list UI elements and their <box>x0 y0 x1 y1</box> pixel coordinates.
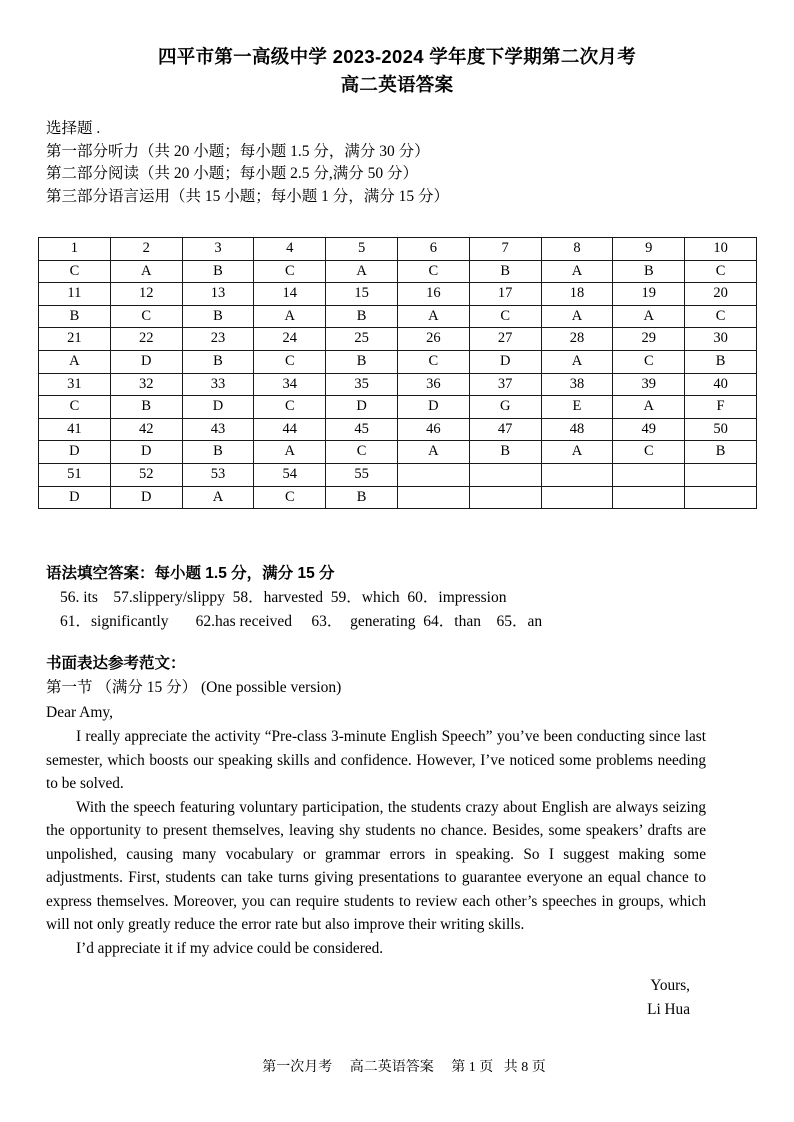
table-cell: 25 <box>326 328 398 351</box>
page-subtitle: 高二英语答案 <box>340 74 454 95</box>
table-cell: A <box>326 260 398 283</box>
table-cell <box>541 463 613 486</box>
table-cell: 38 <box>541 373 613 396</box>
table-cell: 11 <box>39 283 111 306</box>
table-cell: 42 <box>110 418 182 441</box>
table-cell: C <box>326 441 398 464</box>
table-cell: C <box>685 260 757 283</box>
table-cell: 7 <box>469 238 541 261</box>
table-row <box>39 373 757 396</box>
table-cell: D <box>110 486 182 509</box>
table-cell: 32 <box>110 373 182 396</box>
table-cell: 16 <box>397 283 469 306</box>
table-cell: 54 <box>254 463 326 486</box>
table-cell: A <box>541 260 613 283</box>
table-cell: 31 <box>39 373 111 396</box>
table-cell <box>469 463 541 486</box>
table-cell: C <box>397 350 469 373</box>
table-cell: B <box>110 396 182 419</box>
table-row <box>39 260 757 283</box>
table-cell: C <box>613 350 685 373</box>
grammar-answers-section <box>46 562 746 634</box>
table-row <box>39 396 757 419</box>
table-cell: A <box>254 441 326 464</box>
footer-gap-3 <box>493 1060 504 1075</box>
table-cell: 48 <box>541 418 613 441</box>
table-cell: 27 <box>469 328 541 351</box>
table-cell <box>397 463 469 486</box>
table-cell: D <box>110 350 182 373</box>
table-cell: A <box>613 396 685 419</box>
page-footer <box>0 1038 794 1098</box>
table-cell: 26 <box>397 328 469 351</box>
letter-signature-name: Li Hua <box>647 1000 690 1018</box>
grammar-answers-line-1: 56. its 57.slippery/slippy 58．harvested 59．which 60．impression <box>60 589 507 606</box>
table-cell: 8 <box>541 238 613 261</box>
table-row <box>39 305 757 328</box>
table-row <box>39 328 757 351</box>
footer-page-number: 第 1 页 <box>451 1060 494 1075</box>
letter-paragraph-3: I’d appreciate it if my advice could be considered. <box>76 939 384 957</box>
answer-key-table-body <box>39 238 757 509</box>
table-cell: 5 <box>326 238 398 261</box>
table-cell <box>685 486 757 509</box>
table-cell: B <box>182 260 254 283</box>
table-cell: D <box>469 350 541 373</box>
table-cell: 3 <box>182 238 254 261</box>
table-cell: 47 <box>469 418 541 441</box>
table-cell: 12 <box>110 283 182 306</box>
table-cell: 36 <box>397 373 469 396</box>
table-cell: A <box>541 305 613 328</box>
table-cell: C <box>613 441 685 464</box>
table-cell <box>397 486 469 509</box>
table-cell: B <box>326 305 398 328</box>
table-cell: B <box>326 486 398 509</box>
table-cell: 21 <box>39 328 111 351</box>
table-cell: 13 <box>182 283 254 306</box>
table-cell: B <box>182 305 254 328</box>
table-cell: 4 <box>254 238 326 261</box>
table-cell: D <box>39 486 111 509</box>
table-cell: 45 <box>326 418 398 441</box>
table-cell: B <box>182 441 254 464</box>
table-cell: 28 <box>541 328 613 351</box>
table-cell: 44 <box>254 418 326 441</box>
document-title-block <box>0 0 794 98</box>
table-row <box>39 463 757 486</box>
table-cell: 40 <box>685 373 757 396</box>
table-cell: C <box>110 305 182 328</box>
writing-sample-section <box>46 652 706 1021</box>
grammar-section-heading: 语法填空答案：每小题 1.5 分，满分 15 分 <box>46 565 335 582</box>
table-cell: 6 <box>397 238 469 261</box>
table-cell: C <box>39 260 111 283</box>
footer-gap-1 <box>332 1060 350 1075</box>
table-cell: 33 <box>182 373 254 396</box>
table-cell: 9 <box>613 238 685 261</box>
table-cell: A <box>182 486 254 509</box>
table-cell: 51 <box>39 463 111 486</box>
part-three-language-use: 第三部分语言运用（共 15 小题；每小题 1 分，满分 15 分） <box>46 187 450 205</box>
table-cell: 1 <box>39 238 111 261</box>
footer-gap-2 <box>434 1060 452 1075</box>
table-cell: D <box>110 441 182 464</box>
table-cell: 53 <box>182 463 254 486</box>
footer-total-pages: 共 8 页 <box>503 1060 546 1075</box>
table-cell: A <box>541 350 613 373</box>
table-cell: A <box>397 441 469 464</box>
table-row <box>39 283 757 306</box>
table-cell: B <box>685 441 757 464</box>
table-cell: A <box>110 260 182 283</box>
table-cell: B <box>182 350 254 373</box>
table-row <box>39 486 757 509</box>
table-cell: C <box>254 260 326 283</box>
table-cell: D <box>397 396 469 419</box>
letter-signature-block <box>46 974 706 1021</box>
table-cell: 55 <box>326 463 398 486</box>
table-cell: 23 <box>182 328 254 351</box>
table-cell: 17 <box>469 283 541 306</box>
table-cell: 24 <box>254 328 326 351</box>
table-cell <box>469 486 541 509</box>
grammar-answers-line-2: 61．significantly 62.has received 63． generating 64．than 65．an <box>60 613 543 630</box>
table-cell: 39 <box>613 373 685 396</box>
table-cell <box>613 463 685 486</box>
table-cell: 46 <box>397 418 469 441</box>
table-cell: C <box>254 486 326 509</box>
table-cell: 22 <box>110 328 182 351</box>
table-cell: C <box>397 260 469 283</box>
table-cell: B <box>469 441 541 464</box>
table-cell: B <box>39 305 111 328</box>
table-cell <box>613 486 685 509</box>
table-cell: 43 <box>182 418 254 441</box>
table-cell: A <box>39 350 111 373</box>
exam-structure-summary <box>46 118 794 208</box>
page-title: 四平市第一高级中学 2023-2024 学年度下学期第二次月考 <box>157 46 637 67</box>
table-cell: G <box>469 396 541 419</box>
table-cell: 2 <box>110 238 182 261</box>
table-cell: F <box>685 396 757 419</box>
table-row <box>39 418 757 441</box>
table-cell: C <box>685 305 757 328</box>
table-cell <box>685 463 757 486</box>
table-cell: 37 <box>469 373 541 396</box>
table-cell: C <box>254 396 326 419</box>
table-cell: C <box>469 305 541 328</box>
table-cell: B <box>613 260 685 283</box>
table-cell: 15 <box>326 283 398 306</box>
table-row <box>39 238 757 261</box>
table-cell: D <box>326 396 398 419</box>
table-cell: 34 <box>254 373 326 396</box>
letter-sign-off: Yours, <box>650 977 690 994</box>
table-cell: 30 <box>685 328 757 351</box>
table-cell: A <box>613 305 685 328</box>
letter-paragraph-1: I really appreciate the activity “Pre-class 3-minute English Speech” you’ve been conducting since last semester, which boosts our speaking skills and confidence. However, I’ve noticed some problems needing to be solved. <box>46 728 706 792</box>
section-heading-multiple-choice: 选择题 . <box>46 120 101 137</box>
table-cell: C <box>254 350 326 373</box>
table-cell: A <box>541 441 613 464</box>
footer-document-label: 高二英语答案 <box>349 1060 434 1075</box>
table-cell: 35 <box>326 373 398 396</box>
table-cell: B <box>469 260 541 283</box>
writing-section-heading: 书面表达参考范文： <box>46 655 186 672</box>
table-cell: 19 <box>613 283 685 306</box>
table-cell: A <box>397 305 469 328</box>
footer-exam-label: 第一次月考 <box>262 1060 333 1075</box>
letter-paragraph-2: With the speech featuring voluntary participation, the students crazy about English are always seizing the opportunity to present themselves, leaving shy students no chance. Besides, some speakers’ drafts are unpolished, causing many vocabulary or grammar errors in speaking. So I suggest making some adjustments. First, students can take turns giving presentations to guarantee everyone an equal chance to express themselves. Moreover, you can require students to review each other’s speeches in groups, which will not only greatly reduce the error rate but also improve their writing skills. <box>46 798 706 933</box>
table-cell: E <box>541 396 613 419</box>
table-cell: D <box>39 441 111 464</box>
table-cell: 29 <box>613 328 685 351</box>
table-cell: B <box>326 350 398 373</box>
table-cell: 41 <box>39 418 111 441</box>
table-cell: 20 <box>685 283 757 306</box>
table-cell: 52 <box>110 463 182 486</box>
answer-key-table-container <box>38 237 757 509</box>
answer-key-table <box>38 237 757 509</box>
table-cell <box>541 486 613 509</box>
table-cell: 18 <box>541 283 613 306</box>
table-cell: 49 <box>613 418 685 441</box>
table-cell: 10 <box>685 238 757 261</box>
table-cell: A <box>254 305 326 328</box>
table-row <box>39 441 757 464</box>
table-cell: 50 <box>685 418 757 441</box>
part-one-listening: 第一部分听力（共 20 小题；每小题 1.5 分，满分 30 分） <box>46 142 430 160</box>
table-row <box>39 350 757 373</box>
table-cell: 14 <box>254 283 326 306</box>
table-cell: D <box>182 396 254 419</box>
letter-salutation: Dear Amy, <box>46 704 114 721</box>
table-cell: C <box>39 396 111 419</box>
table-cell: B <box>685 350 757 373</box>
writing-subsection-heading: 第一节 （满分 15 分） (One possible version) <box>46 679 342 696</box>
part-two-reading: 第二部分阅读（共 20 小题；每小题 2.5 分,满分 50 分） <box>46 165 419 182</box>
